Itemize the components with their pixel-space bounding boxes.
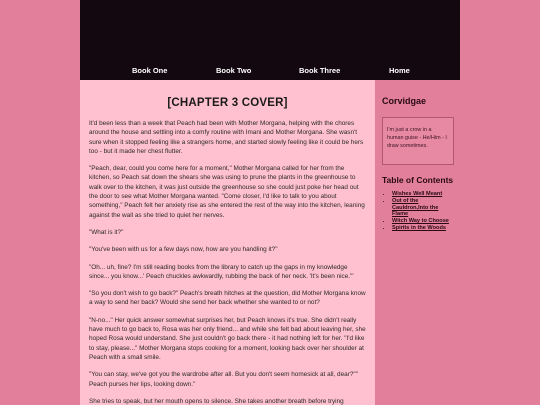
nav-book-one[interactable]: Book One (132, 66, 168, 75)
story-paragraph: "Oh... uh, fine? I'm still reading books from the library to catch up the gaps in my knowledge since... you know...' Peach chuckles awkwardly, rubbing the back of her neck. 'It's been nice.'" (89, 263, 354, 280)
toc-link-out-of-the-cauldron[interactable]: Out of the Cauldron,Into the Flame (392, 197, 439, 218)
sidebar-title: Corvidgae (382, 96, 427, 106)
toc-item (392, 191, 455, 198)
toc-link-wishes-well-meant[interactable]: Wishes Well Meant (392, 191, 443, 197)
top-nav (80, 66, 460, 80)
toc-link-spirits-in-the-woods[interactable]: Spirits in the Woods (392, 224, 446, 231)
toc-list (382, 191, 455, 232)
toc-item (392, 198, 455, 218)
story-paragraph: "You can stay, we've got you the wardrobe after all. But you don't seem homesick at all, dear?"" Peach purses her lips, looking down." (89, 371, 358, 388)
page (80, 0, 460, 405)
toc-item (392, 218, 455, 225)
sidebar (375, 80, 460, 405)
story-paragraph: "So you don't wish to go back?" Peach's breath hitches at the question, did Mother Morgana know a way to send her back? Would she send her back whether she wanted to or not? (89, 290, 366, 307)
story-paragraph: She tries to speak, but her mouth opens to silence. She takes another breath before trying (89, 397, 344, 405)
nav-home[interactable]: Home (389, 66, 410, 75)
chapter-title: [CHAPTER 3 COVER] (167, 97, 288, 109)
story-paragraph: "You've been with us for a few days now, how are you handling it?" (89, 246, 278, 254)
story-paragraph: "N-no..." Her quick answer somewhat surprises her, but Peach knows it's true. She didn't really have much to go back to, Rosa was her only friend... and while she felt bad about leaving her, she hoped Rosa would understand. She just couldn't go back there - it had nothing left for her. "I'd like to stay, please..." Mother Morgana stops cooking for a moment, looking back over her shoulder at Peach with a small smile. (89, 316, 366, 361)
toc-link-witch-way-to-choose[interactable]: Witch Way to Choose (392, 218, 449, 225)
toc-item (392, 225, 455, 232)
header-banner (80, 0, 460, 80)
nav-book-two[interactable]: Book Two (216, 66, 252, 75)
toc-title: Table of Contents (382, 175, 454, 185)
nav-book-three[interactable]: Book Three (299, 66, 341, 75)
story-paragraph: "Peach, dear, could you come here for a moment," Mother Morgana called for her from the kitchen, so Peach sat down the shears she was using to prune the plants in the greenhouse to walk over to the kitchen, it was just outside the greenhouse so she could just poke her head out the door to see what Mother Morgana wanted. "Come closer, I'd like to talk to you about something," Peach felt her anxiety rise as she entered the rest of the way into the kitchen, leaning against the wall as she tried to quiet her nerves. (89, 165, 365, 219)
story-paragraph: It'd been less than a week that Peach had been with Mother Morgana, helping with the chores around the house and settling into a comfy routine with Imani and Mother Morgana. She wasn't sure when it stopped feeling like a strangers home, and started slowly feeling like it could be hers too - but it made her chest flutter. (89, 120, 364, 155)
main-content (80, 80, 375, 405)
story-paragraph: "What is it?" (89, 228, 124, 236)
about-box: I'm just a crow in a human guise - He/Him - I draw sometimes. (382, 117, 454, 165)
